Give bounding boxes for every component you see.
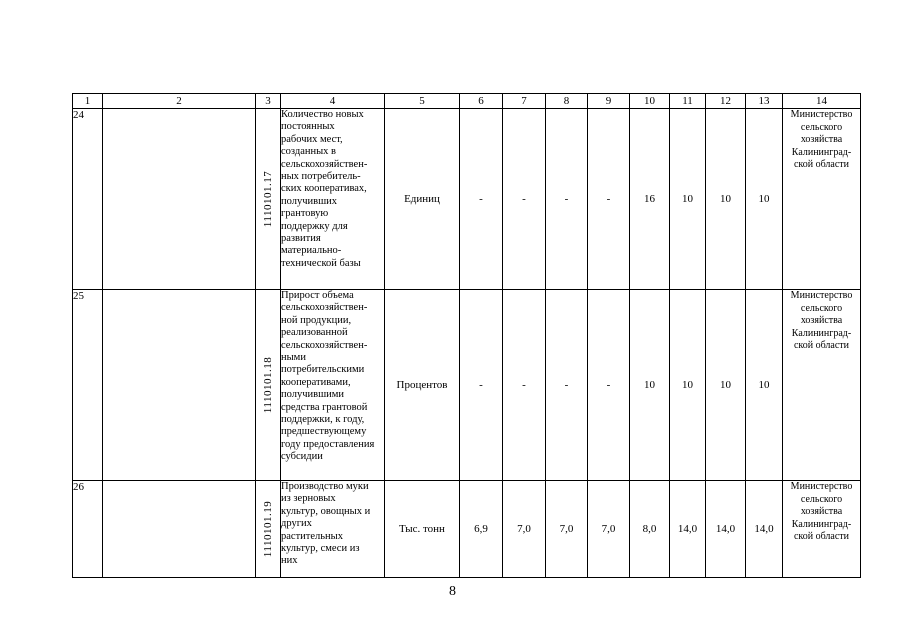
- unit-label: Процентов: [396, 378, 448, 391]
- indicator-value: 8,0: [642, 522, 657, 535]
- unit-label: Единиц: [404, 192, 440, 205]
- indicator-value: 16: [644, 192, 655, 205]
- table-row: [73, 481, 861, 578]
- indicator-name-line: потребительскими: [281, 364, 365, 376]
- header-cell: 6: [460, 94, 503, 109]
- header-cell: 13: [746, 94, 783, 109]
- responsible-line: Калининград-: [791, 518, 852, 530]
- indicator-code: 1110101.18: [261, 356, 274, 414]
- indicator-value: 7,0: [601, 522, 616, 535]
- value-cell: [460, 290, 503, 481]
- responsible-line: хозяйства: [800, 315, 843, 326]
- value-cell: [546, 481, 588, 578]
- indicator-name-line: созданных в: [281, 146, 336, 158]
- indicator-name-line: Производство муки: [281, 481, 369, 492]
- indicator-value: 10: [644, 378, 655, 391]
- indicator-value: -: [564, 378, 569, 391]
- row-number: 26: [73, 481, 84, 493]
- header-cell: 7: [503, 94, 546, 109]
- indicator-name-line: кооперативами,: [281, 376, 351, 388]
- indicator-value: 7,0: [559, 522, 574, 535]
- indicator-code: 1110101.19: [261, 500, 274, 558]
- value-cell: [630, 290, 670, 481]
- indicator-value: 10: [682, 378, 693, 391]
- indicator-name-line: реализованной: [281, 327, 348, 339]
- indicator-name-line: получившими: [281, 389, 345, 401]
- program-cell: [103, 109, 256, 290]
- value-cell: [706, 109, 746, 290]
- value-cell: [630, 481, 670, 578]
- header-row: [73, 94, 861, 109]
- indicator-value: -: [522, 378, 526, 391]
- indicator-name-cell: [281, 481, 385, 578]
- indicator-name-line: развития: [281, 233, 321, 245]
- value-cell: [503, 109, 546, 290]
- indicator-name-line: из зерновых: [281, 493, 336, 505]
- indicator-value: 10: [758, 192, 770, 205]
- indicator-code: 1110101.17: [261, 170, 274, 228]
- page-number: 8: [449, 584, 456, 599]
- value-cell: [670, 290, 706, 481]
- indicator-name-line: поддержку для: [281, 220, 348, 232]
- indicator-value: -: [606, 378, 611, 391]
- header-cell: 2: [103, 94, 256, 109]
- header-cell: 12: [706, 94, 746, 109]
- unit-cell: [385, 481, 460, 578]
- value-cell: [670, 481, 706, 578]
- table-row: [73, 290, 861, 481]
- row-number: 25: [73, 290, 84, 302]
- unit-cell: [385, 290, 460, 481]
- indicator-name-line: сельскохозяйствен-: [281, 158, 368, 170]
- indicator-name-line: поддержки, к году,: [281, 414, 365, 426]
- value-cell: [588, 290, 630, 481]
- indicator-value: 10: [720, 378, 731, 391]
- indicator-name-line: ными: [281, 352, 306, 364]
- indicator-value: 10: [682, 192, 693, 205]
- value-cell: [706, 290, 746, 481]
- indicator-name-cell: [281, 109, 385, 290]
- responsible-cell: [783, 290, 861, 481]
- code-cell: [256, 481, 281, 578]
- indicator-name-line: них: [281, 555, 298, 567]
- indicator-name-line: растительных: [281, 530, 343, 542]
- indicator-name-line: году предоставления: [281, 438, 375, 450]
- code-cell: [256, 109, 281, 290]
- indicator-name-line: культур, овощных и: [281, 505, 371, 517]
- indicator-value: 10: [758, 378, 770, 391]
- indicator-name-line: технической базы: [281, 257, 361, 269]
- indicator-name-line: грантовую: [281, 208, 329, 220]
- responsible-line: Министерство: [790, 481, 853, 492]
- indicator-value: 6,9: [474, 522, 488, 535]
- header-cell: 4: [281, 94, 385, 109]
- row-number-cell: [73, 481, 103, 578]
- value-cell: [503, 290, 546, 481]
- indicator-name-line: материально-: [281, 245, 342, 257]
- indicator-name-line: сельскохозяйствен-: [281, 339, 368, 351]
- responsible-line: сельского: [800, 302, 843, 314]
- indicator-name-line: получивших: [281, 195, 338, 207]
- value-cell: [746, 481, 783, 578]
- code-cell: [256, 290, 281, 481]
- responsible-line: Министерство: [790, 109, 853, 120]
- header-cell: 14: [783, 94, 861, 109]
- header-cell: 1: [73, 94, 103, 109]
- value-cell: [546, 290, 588, 481]
- indicator-name-line: сельскохозяйствен-: [281, 302, 368, 314]
- indicator-value: -: [564, 192, 569, 205]
- value-cell: [706, 481, 746, 578]
- header-cell: 11: [670, 94, 706, 109]
- program-cell: [103, 290, 256, 481]
- indicator-value: -: [522, 192, 526, 205]
- header-cell: 9: [588, 94, 630, 109]
- responsible-line: Калининград-: [791, 146, 852, 158]
- indicator-name-line: других: [281, 518, 312, 530]
- indicator-name-line: Количество новых: [281, 109, 364, 120]
- table-row: [73, 109, 861, 290]
- indicator-name-line: ной продукции,: [281, 314, 352, 326]
- indicator-value: 14,0: [677, 522, 698, 535]
- indicator-value: -: [479, 192, 483, 205]
- indicator-name-line: предшествующему: [281, 426, 367, 438]
- unit-label: Тыс. тонн: [399, 522, 445, 535]
- indicator-name-line: субсидии: [281, 451, 323, 463]
- header-cell: 3: [256, 94, 281, 109]
- indicator-value: 14,0: [754, 522, 774, 535]
- indicators-table: [72, 93, 861, 578]
- indicator-name-line: ных потребитель-: [281, 171, 361, 183]
- header-cell: 5: [385, 94, 460, 109]
- value-cell: [746, 109, 783, 290]
- indicator-name-cell: [281, 290, 385, 481]
- responsible-line: ской области: [793, 531, 850, 542]
- row-number-cell: [73, 290, 103, 481]
- value-cell: [546, 109, 588, 290]
- value-cell: [588, 109, 630, 290]
- indicator-value: 14,0: [715, 522, 736, 535]
- indicator-value: -: [606, 192, 611, 205]
- program-cell: [103, 481, 256, 578]
- header-cell: 10: [630, 94, 670, 109]
- row-number-cell: [73, 109, 103, 290]
- indicator-name-line: средства грантовой: [281, 401, 368, 413]
- indicator-value: 10: [720, 192, 731, 205]
- responsible-line: хозяйства: [800, 506, 843, 517]
- indicator-name-line: постоянных: [281, 121, 335, 133]
- header-cell: 8: [546, 94, 588, 109]
- responsible-cell: [783, 481, 861, 578]
- indicator-name-line: ских кооперативах,: [281, 183, 367, 195]
- value-cell: [460, 481, 503, 578]
- indicator-name-line: культур, смеси из: [281, 543, 360, 555]
- indicator-name-line: Прирост объема: [281, 290, 354, 301]
- responsible-line: Министерство: [790, 290, 853, 301]
- value-cell: [630, 109, 670, 290]
- responsible-line: Калининград-: [791, 327, 852, 339]
- indicator-value: -: [479, 378, 483, 391]
- unit-cell: [385, 109, 460, 290]
- responsible-line: сельского: [800, 121, 843, 133]
- value-cell: [503, 481, 546, 578]
- responsible-line: хозяйства: [800, 134, 843, 145]
- row-number: 24: [73, 109, 84, 121]
- value-cell: [460, 109, 503, 290]
- responsible-line: ской области: [793, 340, 850, 351]
- value-cell: [588, 481, 630, 578]
- value-cell: [670, 109, 706, 290]
- responsible-cell: [783, 109, 861, 290]
- indicator-name-line: рабочих мест,: [281, 133, 343, 145]
- indicator-value: 7,0: [517, 522, 531, 535]
- responsible-line: сельского: [800, 493, 843, 505]
- responsible-line: ской области: [793, 159, 850, 170]
- value-cell: [746, 290, 783, 481]
